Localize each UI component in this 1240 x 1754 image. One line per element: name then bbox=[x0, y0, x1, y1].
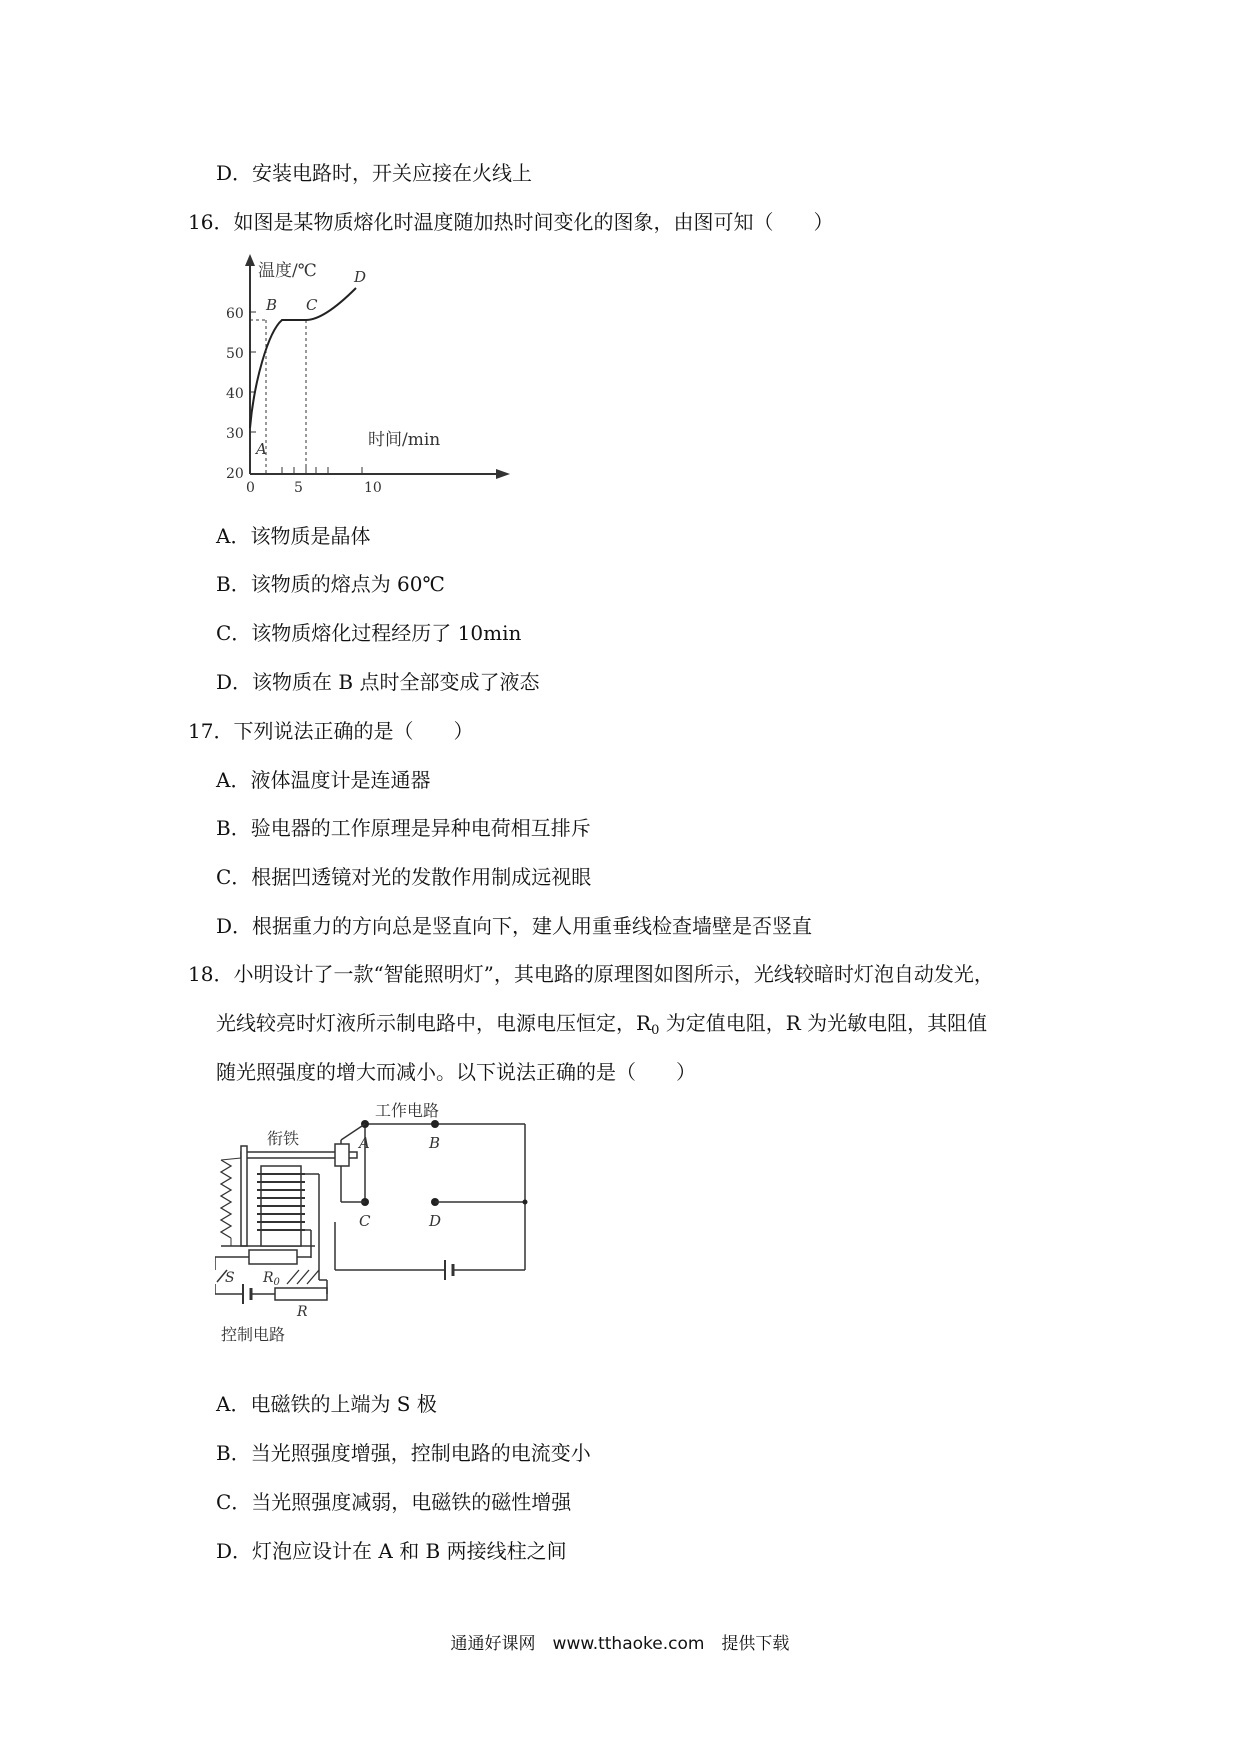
r-label: R bbox=[297, 1304, 308, 1320]
q17-option-a: A．液体温度计是连通器 bbox=[216, 768, 431, 792]
q16-temperature-graph bbox=[218, 252, 518, 492]
point-a: A bbox=[256, 440, 267, 458]
y-tick-20: 20 bbox=[226, 466, 244, 482]
y-tick-50: 50 bbox=[226, 346, 244, 362]
switch-label: S bbox=[225, 1270, 235, 1286]
r0-label-sub: 0 bbox=[273, 1277, 280, 1288]
q16-option-c: C．该物质熔化过程经历了 10min bbox=[216, 621, 522, 645]
point-c: C bbox=[306, 296, 318, 314]
q16-stem: 16．如图是某物质熔化时温度随加热时间变化的图象，由图可知（ ） bbox=[188, 210, 834, 234]
point-d: D bbox=[354, 268, 367, 286]
control-circuit-label: 控制电路 bbox=[221, 1325, 286, 1344]
x-tick-5: 5 bbox=[294, 480, 303, 492]
q17-option-d: D．根据重力的方向总是竖直向下，建人用重垂线检查墙壁是否竖直 bbox=[216, 914, 813, 938]
q17-stem: 17．下列说法正确的是（ ） bbox=[188, 719, 474, 743]
q16-option-b: B．该物质的熔点为 60℃ bbox=[216, 572, 445, 596]
x-tick-10: 10 bbox=[364, 480, 382, 492]
q16-option-d: D．该物质在 B 点时全部变成了液态 bbox=[216, 670, 540, 694]
terminal-d: D bbox=[429, 1212, 442, 1230]
r0-label-main: R bbox=[263, 1270, 274, 1286]
q18-option-a: A．电磁铁的上端为 S 极 bbox=[216, 1392, 437, 1416]
q18-option-d: D．灯泡应设计在 A 和 B 两接线柱之间 bbox=[216, 1539, 567, 1563]
armature-label: 衔铁 bbox=[267, 1129, 300, 1148]
q18-stem-line1: 18．小明设计了一款“智能照明灯”，其电路的原理图如图所示，光线较暗时灯泡自动发光， bbox=[188, 962, 994, 986]
q18-option-b: B．当光照强度增强，控制电路的电流变小 bbox=[216, 1441, 591, 1465]
terminal-a: A bbox=[359, 1134, 370, 1152]
r0-label bbox=[262, 1270, 281, 1288]
q18-stem-line2-a: 光线较亮时灯液所示制电路中，电源电压恒定，R bbox=[216, 1011, 652, 1035]
y-tick-30: 30 bbox=[226, 426, 244, 442]
prev-option-d: D．安装电路时，开关应接在火线上 bbox=[216, 161, 533, 185]
page-footer: 通通好课网 www.tthaoke.com 提供下载 bbox=[450, 1634, 790, 1654]
terminal-c: C bbox=[359, 1212, 371, 1230]
q16-option-a: A．该物质是晶体 bbox=[216, 524, 371, 548]
q18-circuit-diagram bbox=[215, 1102, 535, 1372]
y-axis-label: 温度/℃ bbox=[258, 261, 317, 281]
q18-stem-line3: 随光照强度的增大而减小。以下说法正确的是（ ） bbox=[216, 1060, 696, 1084]
q18-stem-line2-b: 为定值电阻，R 为光敏电阻，其阻值 bbox=[659, 1011, 988, 1035]
y-tick-60: 60 bbox=[226, 306, 244, 322]
q18-option-c: C．当光照强度减弱，电磁铁的磁性增强 bbox=[216, 1490, 572, 1514]
q17-option-b: B．验电器的工作原理是异种电荷相互排斥 bbox=[216, 816, 591, 840]
terminal-b: B bbox=[429, 1134, 441, 1152]
x-axis-label: 时间/min bbox=[368, 430, 441, 450]
y-tick-40: 40 bbox=[226, 386, 244, 402]
point-b: B bbox=[266, 296, 278, 314]
q18-stem-line2 bbox=[216, 1009, 987, 1045]
x-tick-0: 0 bbox=[246, 480, 255, 492]
q17-option-c: C．根据凹透镜对光的发散作用制成远视眼 bbox=[216, 865, 592, 889]
work-circuit-label: 工作电路 bbox=[375, 1102, 440, 1120]
q18-stem-line2-sub: 0 bbox=[651, 1023, 660, 1038]
